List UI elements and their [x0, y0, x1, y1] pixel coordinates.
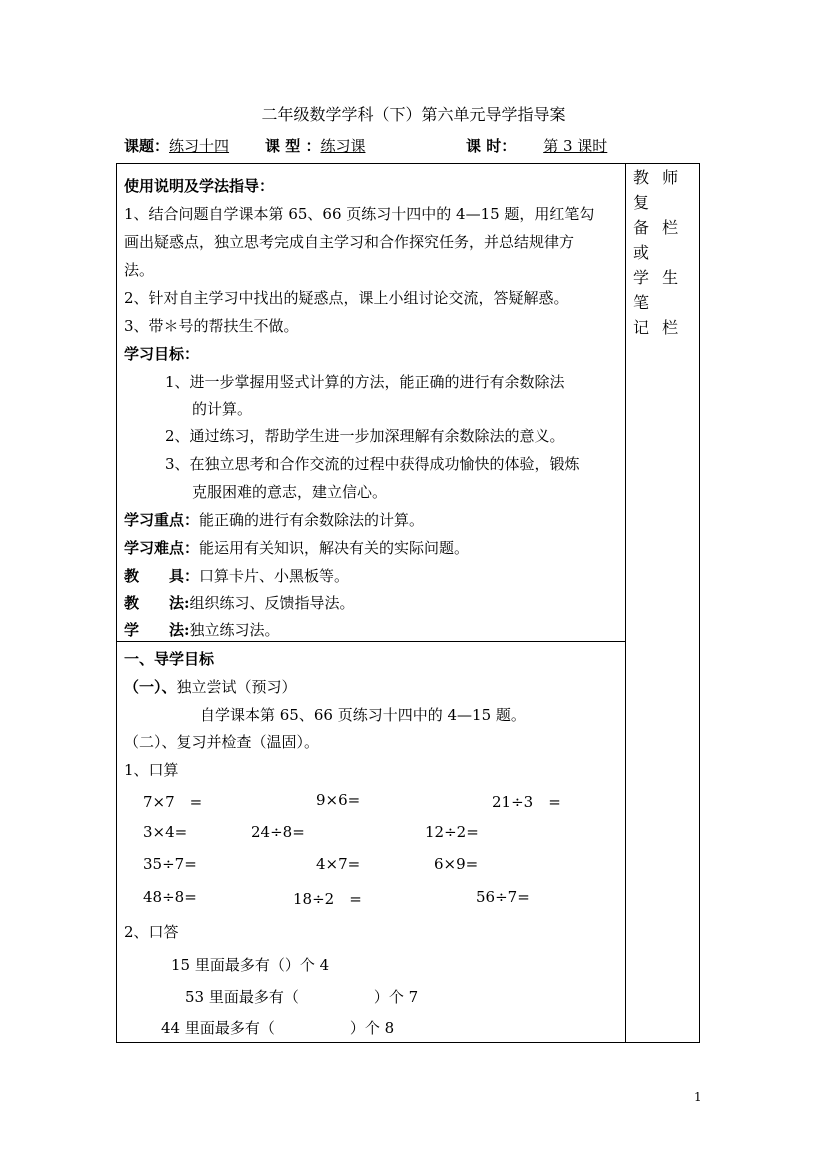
instruction-item: 3、带＊号的帮扶生不做。 [124, 317, 299, 335]
calc-item: 18÷2 = [293, 890, 362, 908]
focus-text: 能正确的进行有余数除法的计算。 [199, 511, 425, 529]
objective-item: 3、在独立思考和合作交流的过程中获得成功愉快的体验，锻炼 [165, 455, 580, 473]
side-line: 备 栏 或 [633, 218, 683, 262]
calc-item: 48÷8= [143, 888, 197, 906]
calc-item: 56÷7= [476, 888, 530, 906]
teach-text: 组织练习、反馈指导法。 [189, 594, 355, 612]
calc-item: 12÷2= [425, 823, 479, 841]
calc-item: 9×6= [316, 791, 361, 809]
instruction-item: 法。 [124, 261, 155, 279]
side-line: 记 栏 [633, 318, 683, 337]
side-line: 学 生 笔 [633, 268, 683, 312]
answer-item: 53 里面最多有（ ）个 7 [185, 988, 419, 1006]
teach-label: 教 法: [124, 594, 190, 612]
tools-text: 口算卡片、小黑板等。 [199, 567, 350, 585]
period-value: 第 3 课时 [543, 137, 608, 155]
type-value: 练习课 [320, 137, 366, 155]
period-label: 课 时： [466, 137, 517, 155]
difficulty-label: 学习难点： [124, 539, 200, 557]
calc-item: 35÷7= [143, 855, 197, 873]
instructions-heading: 使用说明及学法指导： [124, 177, 275, 195]
difficulty-row [124, 537, 469, 558]
calc-item: 4×7= [316, 855, 361, 873]
side-notes-column [633, 165, 693, 340]
tools-label: 教 具： [124, 567, 200, 585]
objective-item: 1、进一步掌握用竖式计算的方法，能正确的进行有余数除法 [165, 373, 565, 391]
calc-item: 24÷8= [251, 823, 305, 841]
instruction-item: 2、针对自主学习中找出的疑惑点，课上小组讨论交流，答疑解惑。 [124, 289, 569, 307]
oral-answer-title: 2、口答 [124, 923, 179, 941]
calc-item: 3×4= [143, 823, 188, 841]
objective-item: 克服困难的意志，建立信心。 [192, 483, 388, 501]
topic-label: 课题： [124, 137, 170, 155]
learn-label: 学 法: [124, 621, 190, 639]
type-label: 课 型 ： [265, 137, 321, 155]
column-divider [625, 163, 626, 1042]
tools-row [124, 565, 349, 586]
page-number: 1 [694, 1090, 702, 1104]
instruction-item: 1、结合问题自学课本第 65、66 页练习十四中的 4—15 题，用红笔勾 [124, 205, 595, 223]
topic-value: 练习十四 [169, 137, 230, 155]
objective-item: 的计算。 [192, 400, 253, 418]
subsection-2: （二）、复习并检查（温固）。 [124, 733, 320, 751]
subsection-1-detail: 自学课本第 65、66 页练习十四中的 4—15 题。 [200, 706, 526, 724]
subsection-1-text: 独立尝试（预习） [176, 678, 297, 696]
teach-method-row [124, 592, 355, 613]
oral-calc-title: 1、口算 [124, 761, 179, 779]
learn-text: 独立练习法。 [189, 621, 280, 639]
learn-method-row [124, 619, 280, 640]
side-line: 教 师 复 [633, 168, 683, 212]
instruction-item: 画出疑惑点，独立思考完成自主学习和合作探究任务，并总结规律方 [124, 233, 575, 251]
section-heading: 一、导学目标 [124, 650, 215, 668]
objective-item: 2、通过练习，帮助学生进一步加深理解有余数除法的意义。 [165, 427, 565, 445]
subsection-1-label: （一）、 [124, 678, 177, 696]
meta-row [124, 135, 229, 156]
row-divider [116, 641, 626, 642]
calc-item: 21÷3 = [492, 793, 561, 811]
difficulty-text: 能运用有关知识，解决有关的实际问题。 [199, 539, 470, 557]
objectives-heading: 学习目标： [124, 345, 200, 363]
focus-row [124, 509, 424, 530]
focus-label: 学习重点： [124, 511, 200, 529]
page-title: 二年级数学学科（下）第六单元导学指导案 [261, 105, 566, 124]
answer-item: 15 里面最多有（）个 4 [171, 956, 330, 974]
subsection-1 [124, 676, 297, 697]
calc-item: 7×7 = [143, 793, 203, 811]
answer-item: 44 里面最多有（ ）个 8 [161, 1019, 395, 1037]
calc-item: 6×9= [434, 855, 479, 873]
